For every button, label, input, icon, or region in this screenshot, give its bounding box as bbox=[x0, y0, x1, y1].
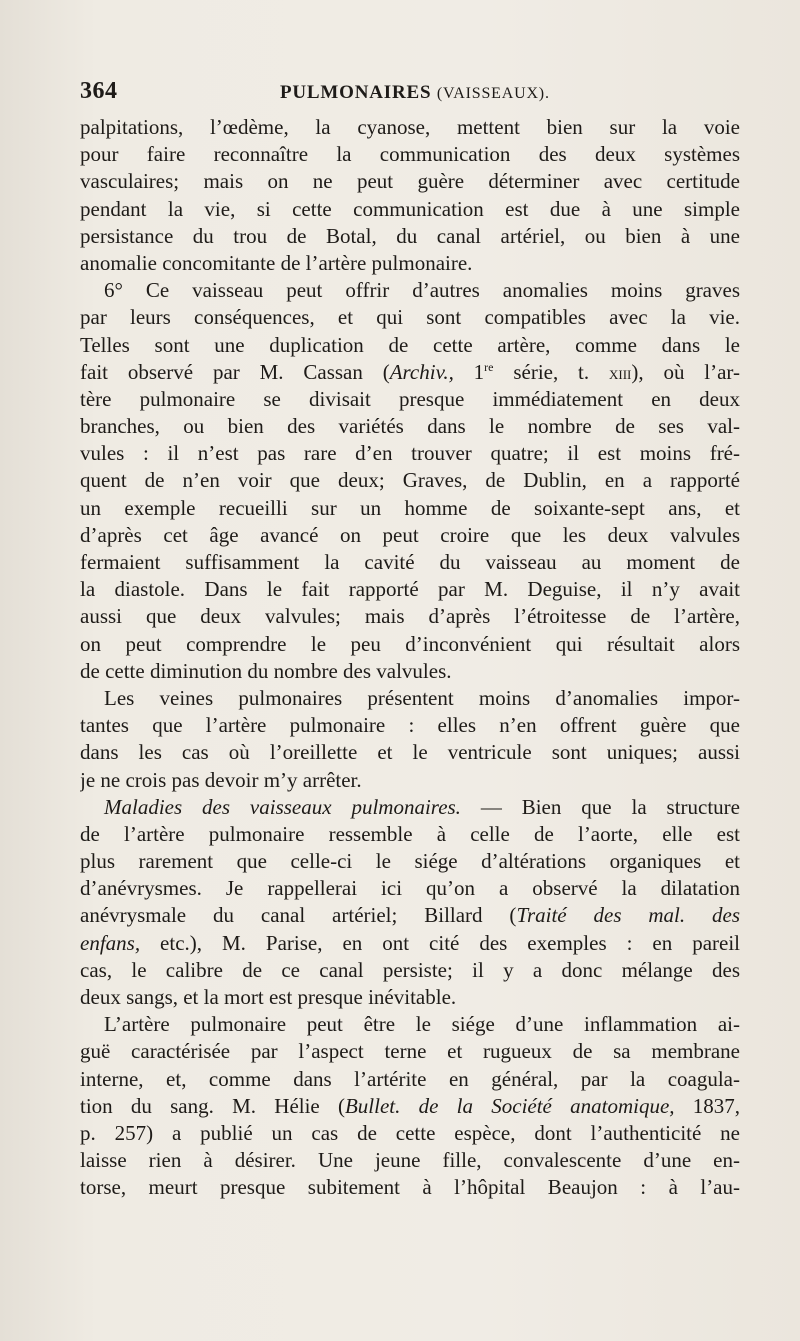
page-number: 364 bbox=[80, 78, 118, 104]
text-line: tère pulmonaire se divisait presque immédiatement en deux bbox=[80, 386, 740, 411]
text-line: pour faire reconnaître la communication des deux systèmes bbox=[80, 142, 740, 167]
text-run: 1 bbox=[453, 359, 485, 384]
running-title bbox=[280, 82, 550, 104]
text-line: on peut comprendre le peu d’inconvénient qui résultait alors bbox=[80, 631, 740, 656]
text-line: palpitations, l’œdème, la cyanose, mettent bien sur la voie bbox=[80, 115, 740, 139]
text-run: — Bien que la structure bbox=[460, 794, 740, 819]
text-line: persistance du trou de Botal, du canal artériel, ou bien à une bbox=[80, 223, 740, 248]
text-line: un exemple recueilli sur un homme de soixante-sept ans, et bbox=[80, 495, 740, 520]
text-run-italic: Archiv., bbox=[389, 359, 454, 384]
text-line: vasculaires; mais on ne peut guère déterminer avec certitude bbox=[80, 169, 740, 194]
text-line: torse, meurt presque subitement à l’hôpital Beaujon : à l’au- bbox=[80, 1175, 740, 1200]
text-line: plus rarement que celle-ci le siége d’altérations organiques et bbox=[80, 849, 740, 874]
text-line: de l’artère pulmonaire ressemble à celle de l’aorte, elle est bbox=[80, 821, 740, 846]
text-run-italic: Traité des mal. des bbox=[516, 903, 740, 928]
text-line: Telles sont une duplication de cette artère, comme dans le bbox=[80, 332, 740, 357]
text-line: interne, et, comme dans l’artérite en général, par la coagula- bbox=[80, 1066, 740, 1091]
page-header bbox=[80, 78, 740, 110]
text-line-citation bbox=[80, 1093, 740, 1120]
text-line-citation bbox=[80, 359, 740, 386]
text-line: par leurs conséquences, et qui sont compatibles avec la vie. bbox=[80, 305, 740, 330]
text-line: L’artère pulmonaire peut être le siége d’une inflammation ai- bbox=[104, 1012, 740, 1037]
text-line: je ne crois pas devoir m’y arrêter. bbox=[80, 767, 362, 792]
text-run: tion du sang. M. Hélie ( bbox=[80, 1093, 345, 1118]
running-title-sub: (VAISSEAUX). bbox=[436, 85, 550, 102]
running-title-main: PULMONAIRES bbox=[280, 82, 432, 103]
text-line: 6° Ce vaisseau peut offrir d’autres anomalies moins graves bbox=[104, 278, 740, 303]
text-run: 1837, bbox=[674, 1093, 740, 1118]
text-line: p. 257) a publié un cas de cette espèce, dont l’authenticité ne bbox=[80, 1120, 740, 1145]
text-run-superscript: re bbox=[484, 359, 494, 374]
body-text bbox=[80, 114, 740, 1202]
text-line: laisse rien à désirer. Une jeune fille, convalescente d’une en- bbox=[80, 1148, 740, 1173]
text-run-small-caps: xiii bbox=[608, 362, 632, 383]
text-line-citation bbox=[80, 930, 740, 957]
text-line: la diastole. Dans le fait rapporté par M. Deguise, il n’y avait bbox=[80, 577, 740, 602]
text-run: fait observé par M. Cassan ( bbox=[80, 359, 390, 384]
text-run: anévrysmale du canal artériel; Billard ( bbox=[80, 903, 517, 928]
text-line: deux sangs, et la mort est presque inévitable. bbox=[80, 985, 457, 1009]
text-run: série, t. bbox=[493, 359, 609, 384]
text-line: cas, le calibre de ce canal persiste; il y a donc mélange des bbox=[80, 957, 740, 982]
text-line: vules : il n’est pas rare d’en trouver quatre; il est moins fré- bbox=[80, 441, 740, 466]
text-line: quent de n’en voir que deux; Graves, de Dublin, en a rapporté bbox=[80, 468, 740, 493]
text-run-italic: enfans, bbox=[80, 930, 141, 955]
text-line: pendant la vie, si cette communication est due à une simple bbox=[80, 196, 740, 221]
text-line-citation bbox=[80, 902, 740, 929]
section-heading-line bbox=[80, 794, 740, 821]
text-line: branches, ou bien des variétés dans le nombre de ses val- bbox=[80, 414, 740, 439]
text-run-italic: Bullet. de la Société anatomique, bbox=[344, 1093, 675, 1118]
text-line: tantes que l’artère pulmonaire : elles n’en offrent guère que bbox=[80, 713, 740, 738]
text-line: anomalie concomitante de l’artère pulmonaire. bbox=[80, 250, 473, 275]
text-line: d’après cet âge avancé on peut croire que les deux valvules bbox=[80, 522, 740, 547]
text-line: guë caractérisée par l’aspect terne et rugueux de sa membrane bbox=[80, 1039, 740, 1064]
text-line: de cette diminution du nombre des valvules. bbox=[80, 658, 452, 683]
text-line: fermaient suffisamment la cavité du vaisseau au moment de bbox=[80, 550, 740, 574]
text-line: dans les cas où l’oreillette et le ventricule sont uniques; aussi bbox=[80, 740, 740, 765]
text-line: aussi que deux valvules; mais d’après l’étroitesse de l’artère, bbox=[80, 604, 740, 629]
text-line: Les veines pulmonaires présentent moins d’anomalies impor- bbox=[104, 685, 740, 710]
text-run: ), où l’ar- bbox=[631, 359, 740, 384]
section-heading: Maladies des vaisseaux pulmonaires. bbox=[104, 794, 461, 819]
text-run: etc.), M. Parise, en ont cité des exemples : en pareil bbox=[140, 930, 740, 955]
text-line: d’anévrysmes. Je rappellerai ici qu’on a observé la dilatation bbox=[80, 876, 740, 901]
